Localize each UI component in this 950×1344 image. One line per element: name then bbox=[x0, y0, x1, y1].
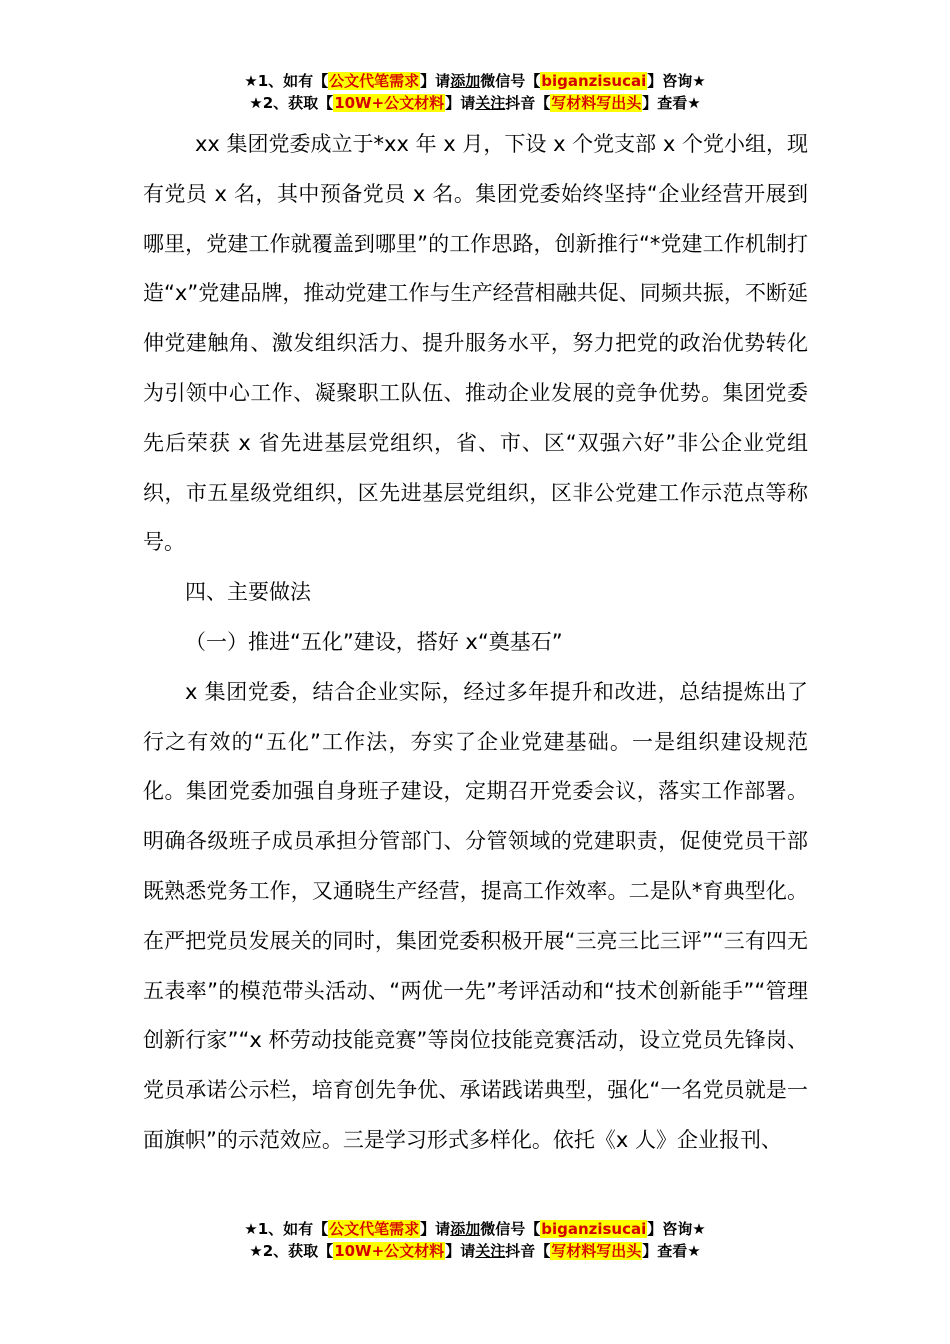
banner-text: 抖音【 bbox=[505, 1242, 551, 1260]
banner-highlight: 公文代笔需求 bbox=[329, 1220, 420, 1238]
banner-line-2 bbox=[0, 1240, 950, 1262]
bottom-banner bbox=[0, 1218, 950, 1262]
banner-underline: 关注 bbox=[475, 1242, 506, 1260]
banner-line-1 bbox=[0, 1218, 950, 1240]
banner-underline: 添加 bbox=[450, 72, 481, 90]
banner-line-2 bbox=[0, 92, 950, 114]
banner-text: 】咨询★ bbox=[647, 72, 706, 90]
banner-text: 】请 bbox=[445, 94, 476, 112]
document-body bbox=[143, 120, 808, 1166]
subsection-heading: （一）推进“五化”建设，搭好 x“奠基石” bbox=[185, 629, 563, 654]
banner-line-1 bbox=[0, 70, 950, 92]
banner-highlight: biganzisucai bbox=[541, 1220, 647, 1238]
section-heading: 四、主要做法 bbox=[185, 580, 311, 605]
banner-text: 】请 bbox=[445, 1242, 476, 1260]
banner-text: ★1、如有【 bbox=[244, 72, 329, 90]
banner-highlight: 公文代笔需求 bbox=[329, 72, 420, 90]
banner-text: 】请 bbox=[420, 72, 451, 90]
banner-text: 】查看★ bbox=[642, 94, 701, 112]
banner-highlight: 10W+公文材料 bbox=[334, 94, 445, 112]
banner-text: 】请 bbox=[420, 1220, 451, 1238]
banner-text: ★1、如有【 bbox=[244, 1220, 329, 1238]
banner-highlight: 写材料写出头 bbox=[551, 1242, 642, 1260]
paragraph-intro: xx 集团党委成立于*xx 年 x 月，下设 x 个党支部 x 个党小组，现有党员 x 名，其中预备党员 x 名。集团党委始终坚持“企业经营开展到哪里，党建工作就覆盖到哪里”的工作思路，创新推行“*党建工作机制打造“x”党建品牌，推动党建工作与生产经营相融共促、同频共振，不断延伸党建触角、激发组织活力、提升服务水平，努力把党的政治优势转化为引领中心工作、凝聚职工队伍、推动企业发展的竞争优势。集团党委先后荣获 x 省先进基层党组织，省、市、区“双强六好”非公企业党组织，市五星级党组织，区先进基层党组织，区非公党建工作示范点等称号。 bbox=[143, 132, 808, 555]
banner-text: 微信号【 bbox=[480, 1220, 541, 1238]
top-banner bbox=[0, 70, 950, 114]
banner-text: 】查看★ bbox=[642, 1242, 701, 1260]
banner-underline: 关注 bbox=[475, 94, 506, 112]
banner-highlight: 10W+公文材料 bbox=[334, 1242, 445, 1260]
banner-text: ★2、获取【 bbox=[249, 1242, 334, 1260]
banner-highlight: 写材料写出头 bbox=[551, 94, 642, 112]
banner-text: 微信号【 bbox=[480, 72, 541, 90]
banner-text: 】咨询★ bbox=[647, 1220, 706, 1238]
banner-text: 抖音【 bbox=[505, 94, 551, 112]
banner-highlight: biganzisucai bbox=[541, 72, 647, 90]
banner-underline: 添加 bbox=[450, 1220, 481, 1238]
banner-text: ★2、获取【 bbox=[249, 94, 334, 112]
paragraph-five-methods: x 集团党委，结合企业实际，经过多年提升和改进，总结提炼出了行之有效的“五化”工作法，夯实了企业党建基础。一是组织建设规范化。集团党委加强自身班子建设，定期召开党委会议，落实工作部署。明确各级班子成员承担分管部门、分管领域的党建职责，促使党员干部既熟悉党务工作，又通晓生产经营，提高工作效率。二是队*育典型化。在严把党员发展关的同时，集团党委积极开展“三亮三比三评”“三有四无五表率”的模范带头活动、“两优一先”考评活动和“技术创新能手”“管理创新行家”“x 杯劳动技能竞赛”等岗位技能竞赛活动，设立党员先锋岗、党员承诺公示栏，培育创先争优、承诺践诺典型，强化“一名党员就是一面旗帜”的示范效应。三是学习形式多样化。依托《x 人》企业报刊、 bbox=[143, 679, 808, 1152]
